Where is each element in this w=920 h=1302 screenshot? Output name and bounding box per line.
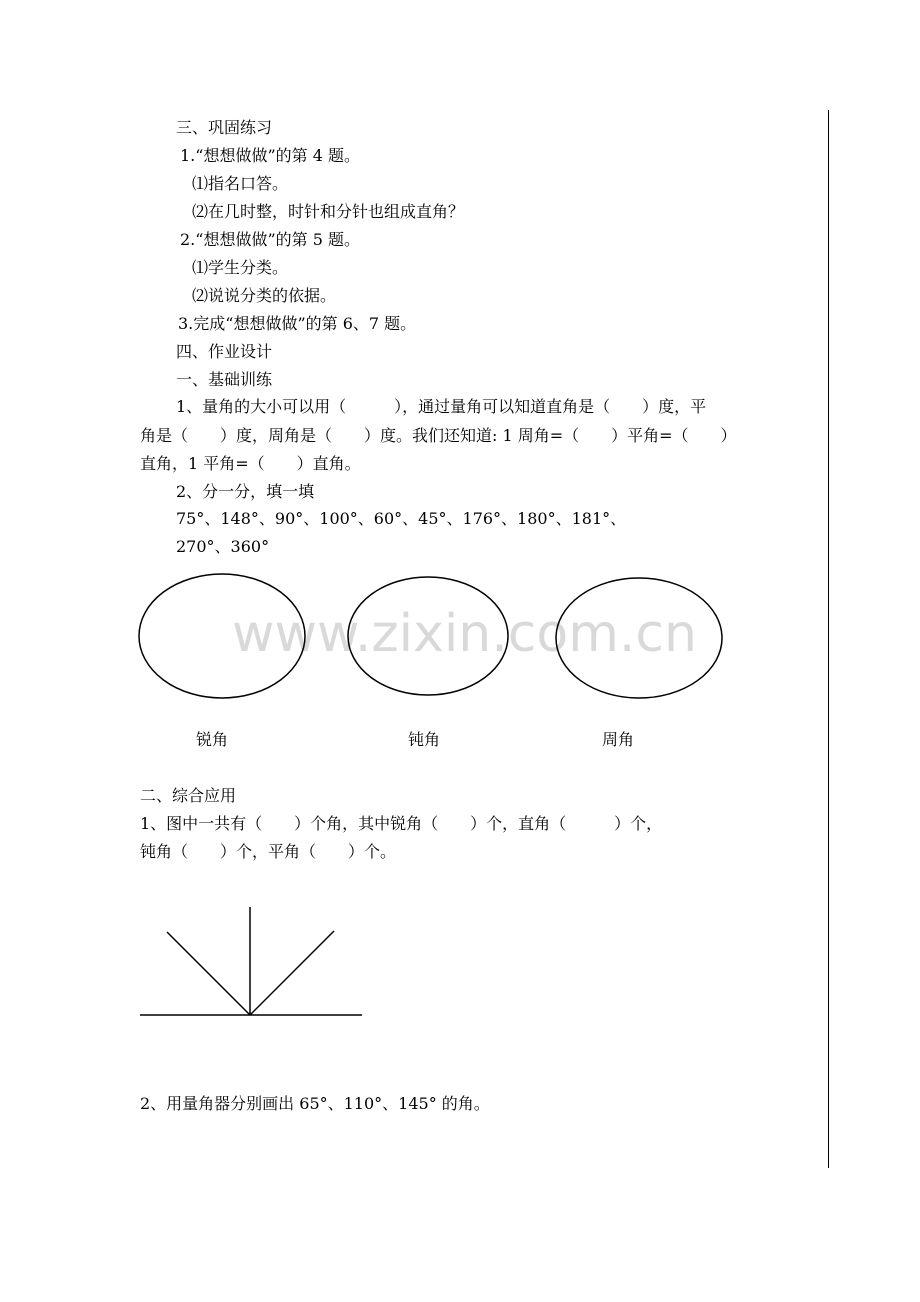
angle-figure: [140, 907, 362, 1015]
practice-q1-part1: ⑴指名口答。: [192, 174, 289, 193]
section-3-heading: 三、巩固练习: [176, 118, 273, 137]
basic-q2: 2、分一分，填一填: [176, 482, 315, 501]
practice-q1-part2: ⑵在几时整，时针和分针也组成直角？: [192, 202, 465, 221]
applied-q1-line2: 钝角（ ）个，平角（ ）个。: [140, 842, 397, 861]
practice-q2-part2: ⑵说说分类的依据。: [192, 286, 337, 305]
obtuse-angle-oval: [348, 577, 508, 695]
basic-q1-line2: 角是（ ）度，周角是（ ）度。我们还知道: 1 周角=（ ）平角=（ ）: [140, 426, 737, 445]
basic-training-heading: 一、基础训练: [176, 370, 273, 389]
applied-q1-line1: 1、图中一共有（ ）个角，其中锐角（ ）个，直角（ ）个，: [140, 814, 663, 833]
practice-q2: 2.“想想做做”的第 5 题。: [180, 230, 360, 249]
practice-q1: 1.“想想做做”的第 4 题。: [180, 146, 360, 165]
acute-angle-oval: [139, 574, 305, 698]
basic-q1-line1: 1、量角的大小可以用（ ），通过量角可以知道直角是（ ）度，平: [176, 397, 707, 416]
applied-heading: 二、综合应用: [140, 786, 237, 805]
full-angle-oval: [556, 578, 722, 698]
angle-values-line1: 75°、148°、90°、100°、60°、45°、176°、180°、181°、: [176, 509, 627, 528]
practice-q2-part1: ⑴学生分类。: [192, 258, 289, 277]
basic-q1-line3: 直角，1 平角=（ ）直角。: [140, 454, 361, 473]
full-angle-label: 周角: [602, 730, 635, 749]
section-4-heading: 四、作业设计: [176, 342, 273, 361]
obtuse-angle-label: 钝角: [408, 730, 441, 749]
watermark: www.zixin.com.cn: [232, 604, 697, 664]
angle-values-line2: 270°、360°: [176, 537, 270, 556]
acute-angle-label: 锐角: [196, 730, 229, 749]
applied-q2: 2、用量角器分别画出 65°、110°、145° 的角。: [140, 1094, 490, 1113]
practice-q3: 3.完成“想想做做”的第 6、7 题。: [178, 314, 417, 333]
